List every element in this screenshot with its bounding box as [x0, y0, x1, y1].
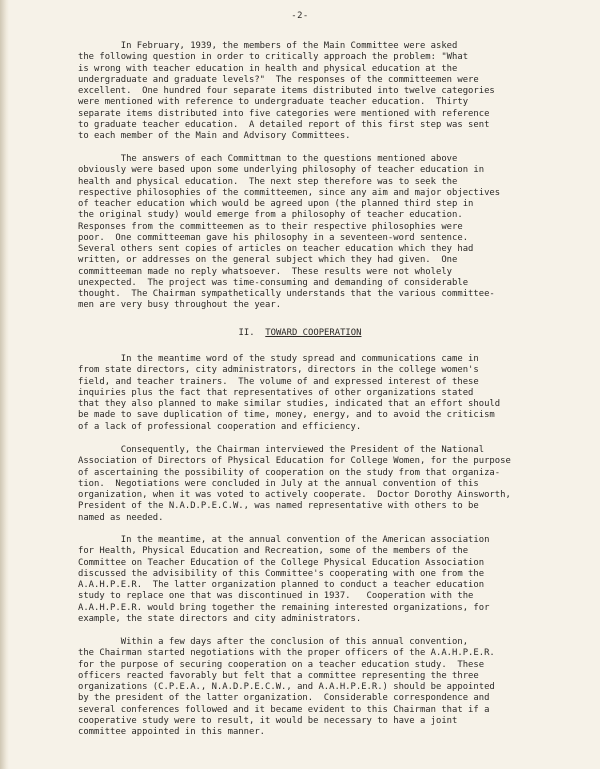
- text-line: poor. One committeeman gave his philosophy in a seventeen-word sentence.: [78, 232, 469, 243]
- paragraph-6: [78, 637, 578, 738]
- text-line: by the president of the latter organization. Considerable correspondence and: [78, 693, 490, 704]
- text-line: for the purpose of securing cooperation on a teacher education study. These: [78, 659, 485, 670]
- text-line: cooperative study were to result, it would be necessary to have a joint: [78, 715, 458, 726]
- text-line: were mentioned with reference to undergraduate teacher education. Thirty: [78, 97, 469, 108]
- text-line: from state directors, city administrators, directors in the college women's: [78, 365, 479, 376]
- section-title: TOWARD COOPERATION: [265, 328, 362, 338]
- text-line: tion. Negotiations were concluded in July at the annual convention of this: [78, 478, 479, 489]
- section-heading: [0, 328, 600, 339]
- text-line: committeeman made no reply whatsoever. These results were not wholely: [78, 266, 453, 277]
- text-line: In February, 1939, the members of the Main Committee were asked: [78, 41, 458, 51]
- text-line: Responses from the committeemen as to their respective philosophies were: [78, 221, 463, 232]
- text-line: field, and teacher trainers. The volume of and expressed interest of these: [78, 376, 479, 387]
- text-line: A.A.H.P.E.R. would bring together the remaining interested organizations, for: [78, 602, 490, 613]
- text-line: Consequently, the Chairman interviewed the President of the National: [78, 445, 485, 455]
- paragraph-5: [78, 535, 578, 625]
- text-line: of teacher education which would be agreed upon (the planned third step in: [78, 199, 474, 209]
- text-line: inquiries plus the fact that representatives of other organizations stated: [78, 387, 474, 398]
- text-line: unexpected. The project was time-consuming and demanding of considerable: [78, 277, 469, 288]
- text-line: discussed the advisibility of this Committee's cooperating with one from the: [78, 568, 485, 579]
- text-line: Association of Directors of Physical Education for College Women, for the purpose: [78, 456, 511, 467]
- text-line: that they also planned to make similar studies, indicated that an effort should: [78, 399, 501, 409]
- text-line: organizations (C.P.E.A., N.A.D.P.E.C.W., and A.A.H.P.E.R.) should be appointed: [78, 682, 495, 692]
- text-line: In the meantime word of the study spread and communications came in: [78, 354, 479, 364]
- text-line: the following question in order to critically approach the problem: "What: [78, 52, 469, 63]
- text-line: A.A.H.P.E.R. The latter organization planned to conduct a teacher education: [78, 580, 485, 590]
- text-line: Committee on Teacher Education of the College Physical Education Association: [78, 557, 485, 568]
- text-line: is wrong with teacher education in health and physical education at the: [78, 63, 458, 74]
- text-line: study to replace one that was discontinued in 1937. Cooperation with the: [78, 591, 474, 602]
- text-line: men are very busy throughout the year.: [78, 300, 282, 311]
- paragraph-4: [78, 445, 578, 524]
- text-line: written, or addresses on the general subject which they had given. One: [78, 255, 458, 266]
- text-line: health and physical education. The next step therefore was to seek the: [78, 176, 458, 187]
- text-line: the original study) would emerge from a philosophy of teacher education.: [78, 210, 463, 221]
- text-line: to each member of the Main and Advisory Committees.: [78, 131, 351, 141]
- text-line: of ascertaining the possibility of cooperation on the study from that organiza-: [78, 467, 501, 478]
- paper-edge-shadow: [0, 0, 9, 769]
- text-line: undergraduate and graduate levels?" The responses of the committeemen were: [78, 74, 479, 85]
- paragraph-3: [78, 354, 578, 433]
- text-line: President of the N.A.D.P.E.C.W., was named representative with others to be: [78, 501, 479, 512]
- text-line: Within a few days after the conclusion of this annual convention,: [78, 637, 469, 647]
- text-line: example, the state directors and city administrators.: [78, 613, 362, 624]
- paragraph-1: [78, 41, 578, 142]
- text-line: respective philosophies of the committeemen, since any aim and major objectives: [78, 187, 501, 198]
- text-line: In the meantime, at the annual convention of the American association: [78, 535, 490, 545]
- text-line: obviously were based upon some underlying philosophy of teacher education in: [78, 165, 485, 176]
- text-line: excellent. One hundred four separate items distributed into twelve categories: [78, 86, 495, 96]
- text-line: officers reacted favorably but felt that a committee representing the three: [78, 670, 479, 681]
- text-line: organization, when it was voted to actively cooperate. Doctor Dorothy Ainsworth,: [78, 490, 511, 500]
- page-number: -2-: [291, 11, 309, 21]
- text-line: to graduate teacher education. A detailed report of this first step was sent: [78, 119, 490, 130]
- text-line: Several others sent copies of articles on teacher education which they had: [78, 244, 474, 254]
- text-line: of a lack of professional cooperation and efficiency.: [78, 421, 362, 432]
- paragraph-2: [78, 154, 578, 312]
- text-line: several conferences followed and it became evident to this Chairman that if a: [78, 704, 490, 715]
- text-line: thought. The Chairman sympathetically understands that the various committee-: [78, 289, 495, 299]
- text-line: named as needed.: [78, 512, 164, 523]
- text-line: separate items distributed into five categories were mentioned with reference: [78, 108, 490, 119]
- text-line: be made to save duplication of time, money, energy, and to avoid the criticism: [78, 410, 495, 421]
- text-line: the Chairman started negotiations with the proper officers of the A.A.H.P.E.R.: [78, 648, 495, 659]
- text-line: committee appointed in this manner.: [78, 727, 266, 737]
- text-line: The answers of each Committman to the questions mentioned above: [78, 154, 458, 164]
- text-line: for Health, Physical Education and Recreation, some of the members of the: [78, 546, 469, 557]
- section-number: II.: [238, 328, 255, 338]
